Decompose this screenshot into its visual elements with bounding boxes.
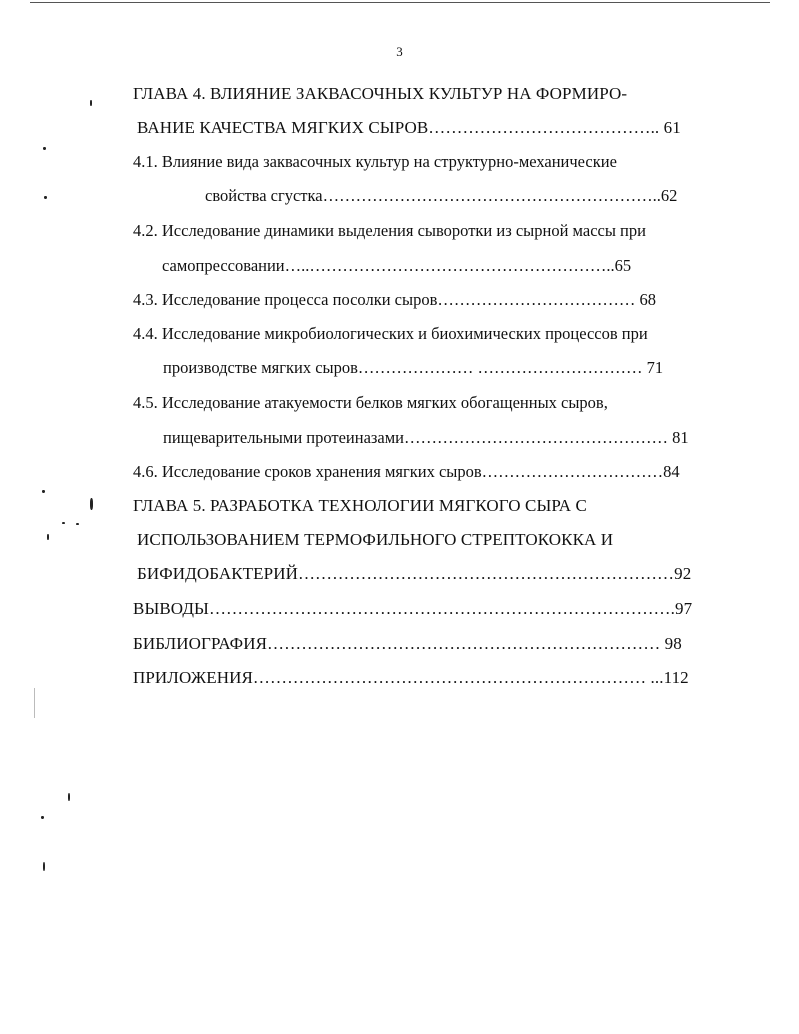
toc-chapter-4-heading: ГЛАВА 4. ВЛИЯНИЕ ЗАКВАСОЧНЫХ КУЛЬТУР НА ФОРМИРО- [133,84,628,103]
toc-chapter-5-heading-cont-2: БИФИДОБАКТЕРИЙ…………………………………………………………92 [137,564,692,583]
toc-section-4-3: 4.3. Исследование процесса посолки сыров……………………………… 68 [133,290,656,309]
toc-chapter-5-heading: ГЛАВА 5. РАЗРАБОТКА ТЕХНОЛОГИИ МЯГКОГО СЫРА С [133,496,587,515]
page-number: 3 [396,44,403,59]
scan-speck [42,490,45,493]
toc-bibliography: БИБЛИОГРАФИЯ…………………………………………………………… 98 [133,634,682,653]
toc-section-4-1-cont: свойства сгустка……………………………………………………..62 [205,186,678,205]
scan-speck [76,523,79,525]
scan-speck [41,816,44,819]
toc-chapter-4-heading-cont: ВАНИЕ КАЧЕСТВА МЯГКИХ СЫРОВ………………………………….. 61 [137,118,681,137]
scan-speck [68,793,70,801]
toc-appendices: ПРИЛОЖЕНИЯ…………………………………………………………… ...112 [133,668,689,687]
toc-section-4-4-cont: производстве мягких сыров………………… ………………………… 71 [163,358,664,377]
scan-speck [43,147,46,150]
toc-section-4-5: 4.5. Исследование атакуемости белков мягких обогащенных сыров, [133,393,608,412]
toc-section-4-4: 4.4. Исследование микробиологических и биохимических процессов при [133,324,648,343]
scan-speck [90,498,93,510]
scan-speck [62,522,65,524]
scan-speck [44,196,47,199]
toc-section-4-6: 4.6. Исследование сроков хранения мягких сыров……………………………84 [133,462,680,481]
page-top-rule [30,2,770,3]
toc-section-4-2-cont: самопрессовании…..………………………………………………..65 [162,256,632,275]
toc-conclusions: ВЫВОДЫ……………………………………………………………………….97 [133,599,693,618]
toc-section-4-5-cont: пищеварительными протеиназами………………………………………… 81 [163,428,689,447]
scan-speck [90,100,92,106]
scan-speck [47,534,49,540]
toc-chapter-5-heading-cont-1: ИСПОЛЬЗОВАНИЕМ ТЕРМОФИЛЬНОГО СТРЕПТОКОККА И [137,530,614,549]
scan-speck [43,862,45,871]
scan-margin-mark [34,688,35,718]
toc-section-4-2: 4.2. Исследование динамики выделения сыворотки из сырной массы при [133,221,646,240]
toc-section-4-1: 4.1. Влияние вида заквасочных культур на структурно-механические [133,152,617,171]
